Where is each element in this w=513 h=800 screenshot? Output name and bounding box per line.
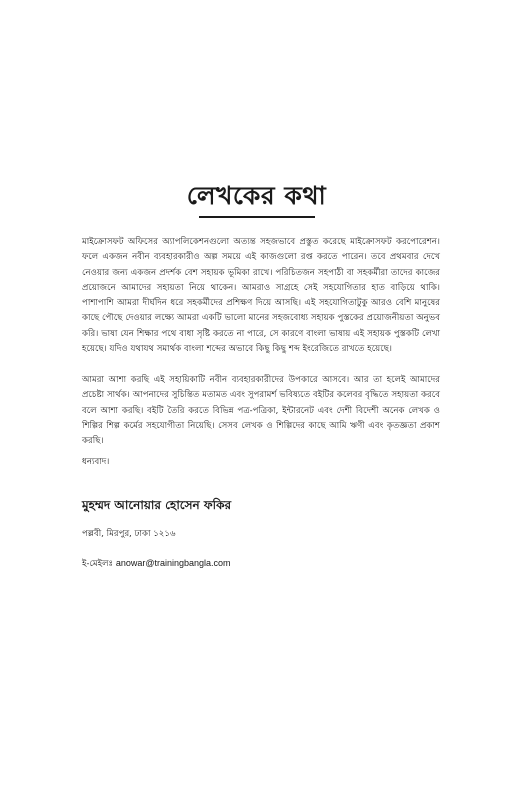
body-paragraph-2: আমরা আশা করছি এই সহায়িকাটি নবীন ব্যবহারকারীদের উপকারে আসবে। আর তা হলেই আমাদের প্রচেষ্টা সার্থক। আপনাদের সুচিন্তিত মতামত এবং সুপরামর্শ ভবিষ্যতে বইটির কলেবর বৃদ্ধিতে সহায়তা করবে বলে আশা করছি। বইটি তৈরি করতে বিভিন্ন পত্র-পত্রিকা, ইন্টারনেট এবং দেশী বিদেশী অনেক লেখক ও শিল্পির শিল্প কর্মের সহযোগীতা নিয়েছি। সেসব লেখক ও শিল্পিদের কাছে আমি ঋণী এবং কৃতজ্ঞতা প্রকাশ করছি। bbox=[82, 375, 440, 447]
author-name: মুহম্মদ আনোয়ার হোসেন ফকির bbox=[82, 498, 232, 512]
title-underline bbox=[199, 216, 315, 218]
email-line bbox=[82, 556, 231, 571]
thanks-text: ধন্যবাদ। bbox=[82, 457, 110, 467]
email-address: anowar@trainingbangla.com bbox=[115, 558, 231, 568]
body-paragraph-1: মাইক্রোসফট অফিসের অ্যাপলিকেশনগুলো অত্যন্ত সহজভাবে প্রস্তুত করেছে মাইক্রোসফট করপোরেশন। ফলে একজন নবীন ব্যবহারকারীও অল্প সময়ে এই কাজগুলো রপ্ত করতে পারেন। তবে প্রথমবার দেখে নেওয়ার জন্য একজন প্রদর্শক বেশ সহায়ক ভূমিকা রাখে। পরিচিতজন সহপাঠী বা সহকর্মীরা তাদের কাজের প্রয়োজনে আমাদের সহায়তা নিয়ে থাকেন। আমরাও সাগ্রহে সেই সহযোগিতার হাত বাড়িয়ে থাকি। পাশাপাশি আমরা দীর্ঘদিন ধরে সহকর্মীদের প্রশিক্ষণ দিয়ে আসছি। এই সহযোগিতাটুকু আরও বেশি মানুষের কাছে পৌছে দেওয়ার লক্ষ্যে আমরা একটি ভালো মানের সহজবোধ্য সহায়ক পুস্তকের প্রয়োজনীয়তা অনুভব করি। ভাষা যেন শিক্ষার পথে বাধা সৃষ্টি করতে না পারে, সে কারণে বাংলা ভাষায় এই সহায়ক পুস্তকটি লেখা হয়েছে। যদিও যথাযথ সমার্থক বাংলা শব্দের অভাবে কিছু কিছু শব্দ ইংরেজিতে রাখতে হয়েছে। bbox=[82, 237, 440, 355]
author-address: পল্লবী, মিরপুর, ঢাকা ১২১৬ bbox=[82, 529, 176, 539]
page-title: লেখকের কথা bbox=[186, 181, 327, 210]
email-label: ই-মেইলঃ bbox=[82, 559, 114, 569]
